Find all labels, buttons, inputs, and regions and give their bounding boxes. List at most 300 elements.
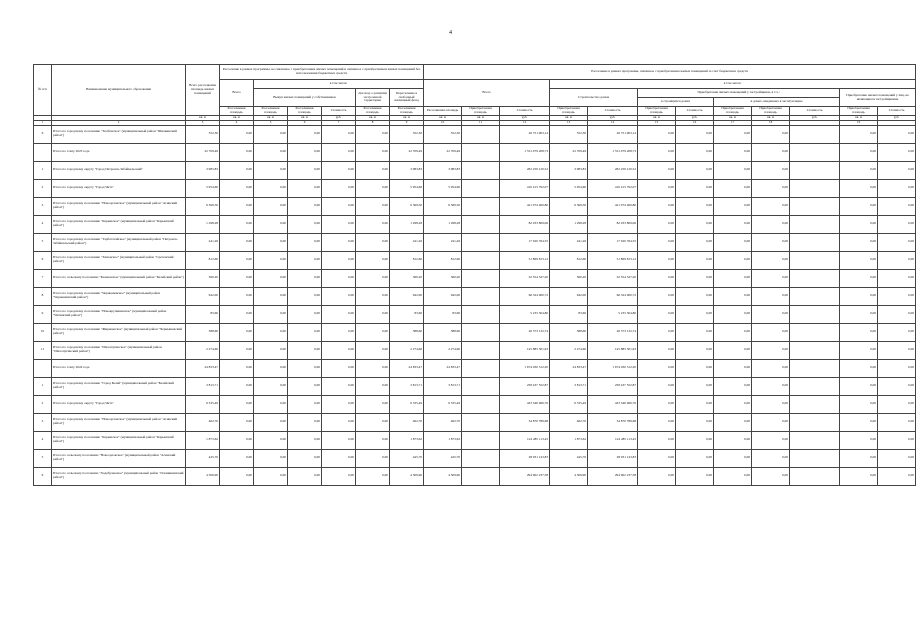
value-cell: 0,00 — [254, 377, 288, 395]
value-cell: 0,00 — [288, 305, 322, 323]
header-col: Стоимость — [676, 107, 714, 116]
header-b-commissioned: в домах, введенных в эксплуатацию — [714, 98, 840, 107]
value-cell — [462, 233, 500, 251]
value-cell: 0,00 — [676, 287, 714, 305]
municipality-name: Итого по городскому поселению "Тарбагатайское" (муниципальный район "Петровск-Забайкальский район") — [52, 233, 186, 251]
table-row — [34, 287, 916, 305]
value-cell: 26 751 903,14 — [588, 125, 638, 143]
value-cell: 0,00 — [356, 431, 390, 449]
value-cell: 0,00 — [254, 413, 288, 431]
value-cell: 0,00 — [220, 341, 254, 359]
value-cell: 83,60 — [390, 305, 424, 323]
header-col: Стоимость — [322, 107, 356, 116]
value-cell: 0,00 — [254, 467, 288, 485]
value-cell: 421 074 460,80 — [500, 197, 550, 215]
value-cell: 0,00 — [638, 215, 676, 233]
value-cell: 0,00 — [840, 323, 878, 341]
value-cell: 0,00 — [288, 359, 322, 377]
value-cell — [462, 179, 500, 197]
value-cell: 445,70 — [186, 449, 220, 467]
value-cell: 0,00 — [878, 323, 916, 341]
value-cell — [462, 377, 500, 395]
header-col: Расселяемая площадь — [254, 107, 288, 116]
value-cell: 942,00 — [550, 287, 588, 305]
municipality-name: Итого по городскому поселению "Город Балей" (муниципальный район "Балейский район") — [52, 377, 186, 395]
value-cell: 0,00 — [840, 413, 878, 431]
value-cell — [790, 323, 840, 341]
value-cell: 1 674 030 312,20 — [588, 359, 638, 377]
header-col: Приобретаемая площадь — [752, 107, 790, 116]
value-cell: 0,00 — [356, 305, 390, 323]
value-cell — [790, 341, 840, 359]
unit: руб. — [676, 115, 714, 120]
page-number: 4 — [449, 30, 452, 36]
value-cell: 0,00 — [878, 287, 916, 305]
value-cell: 0,00 — [288, 431, 322, 449]
value-cell: 0,00 — [676, 359, 714, 377]
value-cell: 1 873,62 — [424, 431, 462, 449]
row-number: 11 — [34, 341, 52, 359]
value-cell: 0,00 — [288, 341, 322, 359]
value-cell: 3 813,71 — [424, 377, 462, 395]
value-cell: 3 983,83 — [186, 161, 220, 179]
value-cell: 262 259 120,52 — [588, 161, 638, 179]
value-cell: 388,60 — [186, 323, 220, 341]
value-cell: 0,00 — [322, 413, 356, 431]
row-number: 5 — [34, 449, 52, 467]
value-cell: 6 335,49 — [390, 395, 424, 413]
value-cell: 0,00 — [676, 143, 714, 161]
value-cell: 241,26 — [424, 233, 462, 251]
value-cell: 0,00 — [840, 233, 878, 251]
row-number: 10 — [34, 323, 52, 341]
value-cell: 0,00 — [638, 359, 676, 377]
column-number: 15 — [638, 120, 676, 125]
resettlement-table — [33, 64, 916, 486]
unit: кв. м — [356, 115, 390, 120]
value-cell — [462, 251, 500, 269]
value-cell: 0,00 — [322, 467, 356, 485]
value-cell: 0,00 — [356, 287, 390, 305]
value-cell: 0,00 — [638, 125, 676, 143]
value-cell: 812,60 — [186, 251, 220, 269]
value-cell: 22 709,49 — [390, 143, 424, 161]
header-b-total: Всего — [424, 80, 550, 107]
value-cell: 0,00 — [878, 179, 916, 197]
value-cell: 360,20 — [424, 269, 462, 287]
value-cell: 0,00 — [638, 161, 676, 179]
value-cell: 0,00 — [220, 359, 254, 377]
value-cell — [462, 143, 500, 161]
value-cell: 0,00 — [752, 413, 790, 431]
value-cell: 0,00 — [356, 395, 390, 413]
header-num: № п/п — [34, 65, 52, 116]
row-number: 2 — [34, 395, 52, 413]
value-cell: 0,00 — [878, 215, 916, 233]
column-number: 8 — [356, 120, 390, 125]
value-cell: 1 873,62 — [390, 431, 424, 449]
value-cell: 0,00 — [714, 467, 752, 485]
value-cell: 352,30 — [424, 125, 462, 143]
value-cell — [790, 431, 840, 449]
value-cell — [462, 413, 500, 431]
value-cell: 241,26 — [186, 233, 220, 251]
header-b-incl: в том числе: — [550, 80, 916, 89]
value-cell: 0,00 — [840, 269, 878, 287]
unit: руб. — [322, 115, 356, 120]
value-cell: 1 298,28 — [390, 215, 424, 233]
value-cell: 0,00 — [752, 197, 790, 215]
municipality-name: Итого по сельскому поселению "Хадабулакское" (муниципальный район "Оловяннинский район") — [52, 467, 186, 485]
value-cell: 0,00 — [254, 125, 288, 143]
row-number: 4 — [34, 215, 52, 233]
value-cell: 0,00 — [288, 413, 322, 431]
table-row — [34, 341, 916, 359]
value-cell: 6 335,49 — [550, 395, 588, 413]
unit: кв. м — [462, 115, 500, 120]
value-cell: 2 274,60 — [424, 341, 462, 359]
value-cell: 0,00 — [840, 359, 878, 377]
header-b-under-construction: в строящихся домах — [638, 98, 714, 107]
table-body — [34, 125, 916, 485]
value-cell: 0,00 — [752, 215, 790, 233]
value-cell — [790, 377, 840, 395]
value-cell: 241,26 — [550, 233, 588, 251]
value-cell: 0,00 — [356, 179, 390, 197]
value-cell: 0,00 — [714, 125, 752, 143]
value-cell: 0,00 — [752, 359, 790, 377]
value-cell: 124 485 113,45 — [500, 431, 550, 449]
value-cell: 3 983,83 — [550, 161, 588, 179]
value-cell: 2 274,60 — [390, 341, 424, 359]
value-cell: 0,00 — [752, 233, 790, 251]
value-cell: 0,00 — [638, 287, 676, 305]
value-cell: 0,00 — [714, 233, 752, 251]
value-cell: 2 274,60 — [550, 341, 588, 359]
value-cell: 0,00 — [220, 269, 254, 287]
header-name: Наименование муниципального образования — [52, 65, 186, 116]
column-number: 18 — [752, 120, 790, 125]
value-cell: 0,00 — [322, 125, 356, 143]
value-cell: 0,00 — [752, 251, 790, 269]
value-cell: 0,00 — [288, 449, 322, 467]
value-cell: 0,00 — [322, 377, 356, 395]
value-cell: 0,00 — [878, 341, 916, 359]
header-a-contract: Договор о развитии застроенной территории — [356, 89, 390, 107]
value-cell: 17 020 764,55 — [500, 233, 550, 251]
value-cell: 0,00 — [638, 413, 676, 431]
value-cell: 83,60 — [424, 305, 462, 323]
value-cell — [462, 431, 500, 449]
value-cell: 4 509,90 — [550, 467, 588, 485]
value-cell: 258 437 552,87 — [588, 377, 638, 395]
table-row — [34, 467, 916, 485]
value-cell: 360,20 — [390, 269, 424, 287]
value-cell: 6 369,50 — [550, 197, 588, 215]
value-cell: 0,00 — [254, 431, 288, 449]
value-cell: 0,00 — [752, 179, 790, 197]
value-cell — [790, 395, 840, 413]
value-cell: 0,00 — [288, 215, 322, 233]
value-cell: 6 335,49 — [424, 395, 462, 413]
value-cell — [462, 197, 500, 215]
table-row — [34, 179, 916, 197]
value-cell: 0,00 — [714, 269, 752, 287]
municipality-name: Итого по городскому поселению "Чернышевское" (муниципальный район "Чернышевский район") — [52, 287, 186, 305]
table-header — [34, 65, 916, 126]
value-cell — [790, 125, 840, 143]
value-cell: 145 883 501,93 — [588, 341, 638, 359]
value-cell: 0,00 — [714, 197, 752, 215]
value-cell: 6 369,50 — [390, 197, 424, 215]
value-cell: 0,00 — [356, 215, 390, 233]
value-cell: 0,00 — [220, 467, 254, 485]
value-cell: 5 233 304,80 — [588, 305, 638, 323]
value-cell: 294 902 237,58 — [500, 467, 550, 485]
value-cell: 0,00 — [878, 233, 916, 251]
value-cell: 51 869 813,12 — [500, 251, 550, 269]
value-cell — [462, 161, 500, 179]
value-cell — [790, 287, 840, 305]
value-cell: 360,20 — [550, 269, 588, 287]
municipality-name: Итого по городскому поселению "Карымское" (муниципальный район "Карымский район") — [52, 215, 186, 233]
value-cell: 3 813,71 — [186, 377, 220, 395]
value-cell: 34 870 789,68 — [500, 413, 550, 431]
value-cell: 82 033 809,06 — [500, 215, 550, 233]
value-cell: 0,00 — [356, 377, 390, 395]
value-cell: 28 931 143,83 — [500, 449, 550, 467]
value-cell: 0,00 — [638, 341, 676, 359]
value-cell: 352,30 — [550, 125, 588, 143]
value-cell: 5 954,60 — [424, 179, 462, 197]
value-cell: 3 983,83 — [424, 161, 462, 179]
municipality-name: Итого по городскому поселению "Шелопугинское" (муниципальный район "Шелопугинский район") — [52, 341, 186, 359]
value-cell: 0,00 — [840, 215, 878, 233]
value-cell: 812,60 — [390, 251, 424, 269]
value-cell: 0,00 — [288, 233, 322, 251]
municipality-name: Итого по городскому поселению "Жирекенское" (муниципальный район "Чернышевский район") — [52, 323, 186, 341]
value-cell: 241,26 — [390, 233, 424, 251]
value-cell: 0,00 — [714, 341, 752, 359]
value-cell: 0,00 — [714, 431, 752, 449]
value-cell: 0,00 — [752, 305, 790, 323]
value-cell: 0,00 — [752, 125, 790, 143]
value-cell: 0,00 — [840, 125, 878, 143]
header-col: Стоимость — [790, 107, 840, 116]
value-cell: 145 883 501,93 — [500, 341, 550, 359]
value-cell: 0,00 — [752, 161, 790, 179]
value-cell: 0,00 — [254, 143, 288, 161]
row-number: 3 — [34, 413, 52, 431]
table-row — [34, 269, 916, 287]
value-cell: 0,00 — [356, 449, 390, 467]
value-cell: 0,00 — [288, 143, 322, 161]
value-cell: 812,60 — [424, 251, 462, 269]
value-cell: 0,00 — [676, 197, 714, 215]
value-cell: 1 674 030 312,20 — [500, 359, 550, 377]
value-cell: 0,00 — [714, 413, 752, 431]
value-cell: 433 346 066,76 — [500, 395, 550, 413]
value-cell: 942,00 — [424, 287, 462, 305]
value-cell: 0,00 — [840, 305, 878, 323]
row-number: 4 — [34, 431, 52, 449]
row-number: 1 — [34, 161, 52, 179]
column-number: 6 — [288, 120, 322, 125]
value-cell: 0,00 — [638, 179, 676, 197]
value-cell — [790, 143, 840, 161]
unit: кв. м — [752, 115, 790, 120]
stage-total-row — [34, 143, 916, 161]
value-cell: 0,00 — [840, 251, 878, 269]
value-cell: 0,00 — [840, 287, 878, 305]
value-cell: 0,00 — [840, 341, 878, 359]
value-cell: 0,00 — [676, 323, 714, 341]
value-cell: 0,00 — [356, 359, 390, 377]
value-cell: 258 437 552,87 — [500, 377, 550, 395]
column-number: 7 — [322, 120, 356, 125]
value-cell: 0,00 — [220, 323, 254, 341]
value-cell — [462, 287, 500, 305]
header-col: Стоимость — [878, 107, 916, 116]
table-row — [34, 305, 916, 323]
value-cell: 0,00 — [220, 143, 254, 161]
header-col: Расселяемая площадь — [390, 107, 424, 116]
value-cell: 0,00 — [714, 179, 752, 197]
value-cell: 0,00 — [356, 251, 390, 269]
value-cell: 0,00 — [356, 467, 390, 485]
value-cell: 6 369,50 — [424, 197, 462, 215]
value-cell — [790, 251, 840, 269]
value-cell: 0,00 — [840, 143, 878, 161]
value-cell: 0,00 — [254, 341, 288, 359]
value-cell: 0,00 — [220, 215, 254, 233]
value-cell: 352,30 — [186, 125, 220, 143]
table-row — [34, 215, 916, 233]
value-cell: 0,00 — [220, 251, 254, 269]
value-cell: 83,60 — [186, 305, 220, 323]
value-cell: 0,00 — [714, 251, 752, 269]
column-number: 16 — [676, 120, 714, 125]
value-cell: 942,00 — [390, 287, 424, 305]
value-cell: 24 833,47 — [550, 359, 588, 377]
column-number: 4 — [220, 120, 254, 125]
value-cell: 0,00 — [638, 449, 676, 467]
value-cell: 410 413 792,07 — [588, 179, 638, 197]
value-cell: 0,00 — [638, 143, 676, 161]
value-cell: 0,00 — [356, 413, 390, 431]
value-cell: 0,00 — [878, 413, 916, 431]
header-col: Стоимость — [588, 107, 638, 116]
value-cell: 0,00 — [322, 287, 356, 305]
value-cell: 4 509,90 — [186, 467, 220, 485]
value-cell: 0,00 — [322, 431, 356, 449]
table-row — [34, 413, 916, 431]
value-cell: 0,00 — [840, 179, 878, 197]
value-cell: 0,00 — [676, 269, 714, 287]
table-row — [34, 431, 916, 449]
value-cell: 22 709,49 — [186, 143, 220, 161]
value-cell: 0,00 — [676, 413, 714, 431]
value-cell: 17 020 764,55 — [588, 233, 638, 251]
municipality-name: Итого по городскому поселению "Холбонское" (муниципальный район "Шилкинский район") — [52, 125, 186, 143]
value-cell: 0,00 — [322, 449, 356, 467]
header-b-acquisition: Приобретение жилых помещений у застройщиков, в т.ч.: — [638, 89, 840, 98]
municipality-name: Итого по городскому поселению "Новоорловское" (муниципальный район "Агинский район") — [52, 413, 186, 431]
column-number: 10 — [424, 120, 462, 125]
row-number: 9 — [34, 305, 52, 323]
value-cell: 0,00 — [878, 197, 916, 215]
value-cell: 0,00 — [878, 395, 916, 413]
value-cell: 22 709,49 — [424, 143, 462, 161]
value-cell: 0,00 — [714, 215, 752, 233]
municipality-name: Итого по городскому поселению "Хилокское" (муниципальный район "Сретенский район") — [52, 251, 186, 269]
value-cell: 0,00 — [220, 449, 254, 467]
value-cell: 0,00 — [288, 323, 322, 341]
row-number: 2 — [34, 179, 52, 197]
value-cell: 0,00 — [322, 179, 356, 197]
value-cell: 0,00 — [288, 287, 322, 305]
header-b-from-others: Приобретение жилых помещений у лиц, не являющихся застройщиками — [840, 89, 916, 107]
value-cell: 262 259 120,52 — [500, 161, 550, 179]
value-cell: 0,00 — [288, 467, 322, 485]
value-cell: 0,00 — [840, 377, 878, 395]
column-number: 13 — [550, 120, 588, 125]
value-cell: 0,00 — [356, 197, 390, 215]
table-row — [34, 377, 916, 395]
value-cell: 0,00 — [714, 359, 752, 377]
municipality-name: Итого по этапу 2023 года — [52, 143, 186, 161]
value-cell: 0,00 — [676, 341, 714, 359]
value-cell: 0,00 — [840, 395, 878, 413]
value-cell: 0,00 — [288, 197, 322, 215]
value-cell: 0,00 — [254, 269, 288, 287]
value-cell — [462, 125, 500, 143]
value-cell: 462,70 — [390, 413, 424, 431]
value-cell: 0,00 — [288, 125, 322, 143]
value-cell — [462, 467, 500, 485]
value-cell: 0,00 — [220, 377, 254, 395]
value-cell: 445,70 — [390, 449, 424, 467]
value-cell: 0,00 — [288, 251, 322, 269]
value-cell: 0,00 — [220, 431, 254, 449]
value-cell: 0,00 — [356, 269, 390, 287]
value-cell: 388,60 — [390, 323, 424, 341]
value-cell — [790, 269, 840, 287]
value-cell: 0,00 — [356, 125, 390, 143]
stage-total-row — [34, 359, 916, 377]
value-cell: 0,00 — [878, 467, 916, 485]
value-cell: 0,00 — [840, 431, 878, 449]
row-number: 8 — [34, 287, 52, 305]
value-cell: 0,00 — [638, 233, 676, 251]
header-a-other-fund: Переселение в свободный жилищный фонд — [390, 89, 424, 107]
value-cell: 0,00 — [714, 323, 752, 341]
value-cell — [462, 395, 500, 413]
unit: руб. — [500, 115, 550, 120]
unit: кв. м — [550, 115, 588, 120]
value-cell — [790, 467, 840, 485]
value-cell: 0,00 — [878, 431, 916, 449]
column-number: 12 — [500, 120, 550, 125]
value-cell: 6 369,50 — [186, 197, 220, 215]
municipality-name: Итого по городскому округу "Город Чита" — [52, 395, 186, 413]
value-cell: 28 931 143,83 — [588, 449, 638, 467]
value-cell: 5 954,60 — [550, 179, 588, 197]
value-cell: 0,00 — [878, 377, 916, 395]
row-number: 3 — [34, 197, 52, 215]
value-cell: 0,00 — [676, 161, 714, 179]
value-cell: 812,60 — [550, 251, 588, 269]
